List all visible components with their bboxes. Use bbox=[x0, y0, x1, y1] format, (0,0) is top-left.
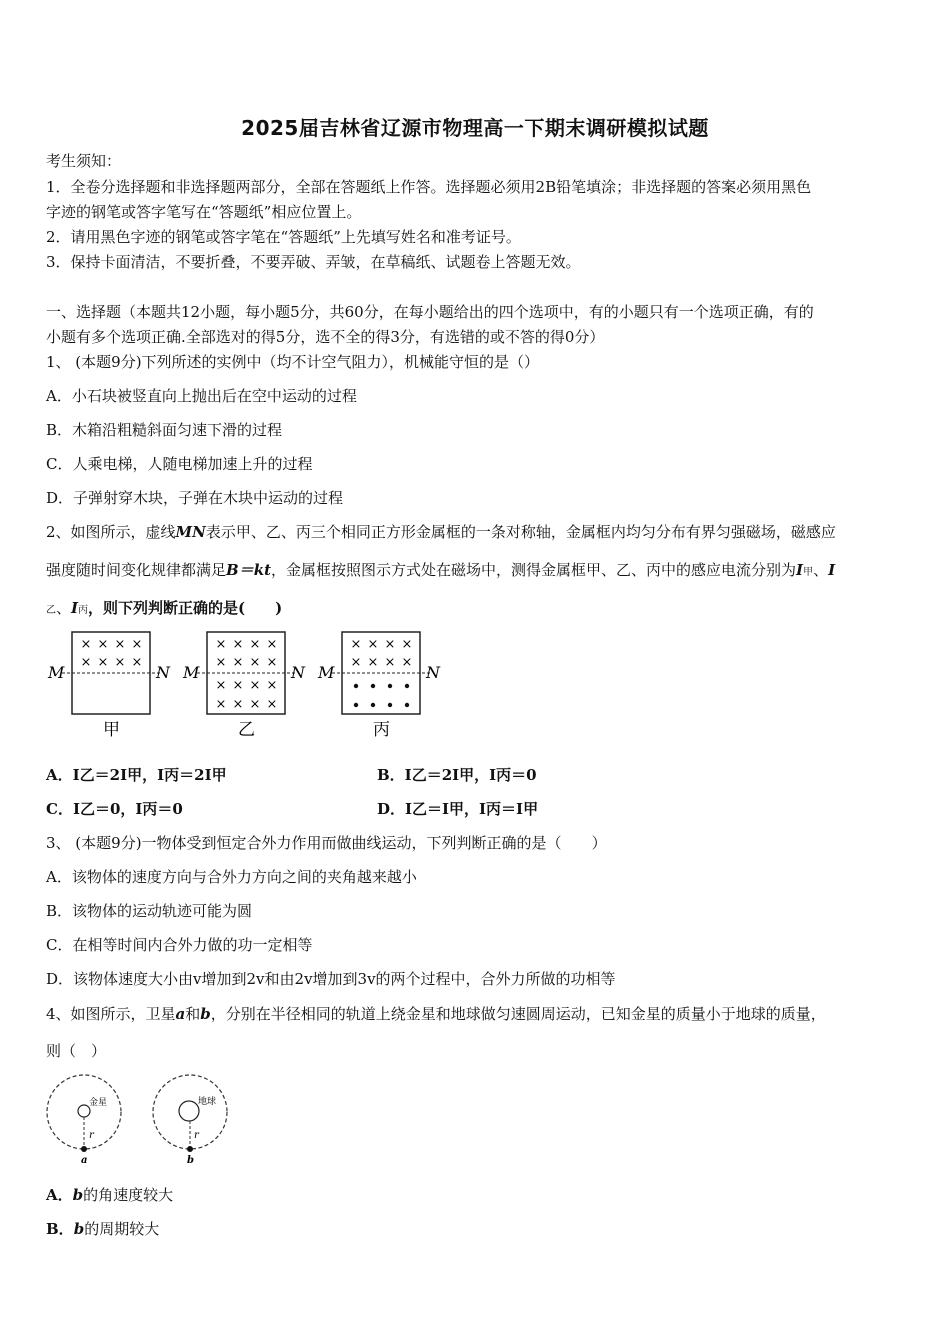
q2-option-d: D．I乙＝I甲，I丙＝I甲 bbox=[377, 800, 539, 818]
q2-text: 、 bbox=[813, 561, 829, 579]
field-cross-mark: × bbox=[401, 637, 413, 652]
q1-option-a: A．小石块被竖直向上抛出后在空中运动的过程 bbox=[46, 387, 357, 405]
field-cross-mark: × bbox=[97, 655, 109, 670]
field-cross-mark: × bbox=[266, 678, 278, 693]
field-cross-mark: × bbox=[232, 678, 244, 693]
field-cross-mark: × bbox=[215, 637, 227, 652]
q2-option-b: B．I乙＝2I甲，I丙＝0 bbox=[377, 766, 537, 784]
field-cross-mark: × bbox=[215, 655, 227, 670]
option-text: 的角速度较大 bbox=[83, 1186, 174, 1204]
notice-item: 1．全卷分选择题和非选择题两部分，全部在答题纸上作答。选择题必须用2B铅笔填涂；非选择题的答案必须用黑色 bbox=[46, 178, 812, 196]
q3-option-c: C．在相等时间内合外力做的功一定相等 bbox=[46, 936, 313, 954]
label-m: M bbox=[183, 663, 200, 682]
section-header-line: 小题有多个选项正确.全部选对的得5分，选不全的得3分，有选错的或不答的得0分） bbox=[46, 328, 605, 346]
option-var: b bbox=[72, 1186, 84, 1204]
q4-var-b: b bbox=[200, 1005, 211, 1023]
page-title: 2025届吉林省辽源市物理高一下期末调研模拟试题 bbox=[241, 116, 709, 140]
option-var: b bbox=[73, 1220, 85, 1238]
field-cross-mark: × bbox=[266, 655, 278, 670]
q2-text: ，则下列判断正确的是( ) bbox=[88, 599, 283, 617]
q4-text: ，分别在半径相同的轨道上绕金星和地球做匀速圆周运动，已知金星的质量小于地球的质量， bbox=[210, 1005, 826, 1023]
q3-stem: 3、 (本题9分)一物体受到恒定合外力作用而做曲线运动，下列判断正确的是（ ） bbox=[46, 834, 607, 852]
field-cross-mark: × bbox=[131, 655, 143, 670]
q4-text: 和 bbox=[185, 1005, 201, 1023]
q2-subscript: 丙 bbox=[78, 605, 89, 616]
q2-subscript: 甲 bbox=[803, 567, 814, 578]
field-cross-mark: × bbox=[350, 655, 362, 670]
dot-field-bing bbox=[354, 684, 409, 707]
option-prefix: B． bbox=[46, 1220, 74, 1238]
q3-option-d: D．该物体速度大小由v增加到2v和由2v增加到3v的两个过程中，合外力所做的功相等 bbox=[46, 970, 616, 988]
field-cross-mark: × bbox=[249, 697, 261, 712]
q2-formula: B＝kt bbox=[226, 561, 272, 579]
field-cross-mark: × bbox=[367, 637, 379, 652]
q4-figure bbox=[40, 1068, 240, 1168]
label-n: N bbox=[156, 663, 170, 682]
label-n: N bbox=[291, 663, 305, 682]
field-cross-mark: × bbox=[131, 637, 143, 652]
q2-figure bbox=[40, 625, 460, 745]
field-cross-mark: × bbox=[249, 637, 261, 652]
satellite-a bbox=[81, 1146, 87, 1152]
q4-text: 4、如图所示，卫星 bbox=[46, 1005, 176, 1023]
field-cross-mark: × bbox=[350, 637, 362, 652]
field-cross-mark: × bbox=[384, 655, 396, 670]
q2-text: ，金属框按照图示方式处在磁场中，测得金属框甲、乙、丙中的感应电流分别为 bbox=[271, 561, 797, 579]
field-cross-mark: × bbox=[97, 637, 109, 652]
field-cross-mark: × bbox=[215, 678, 227, 693]
field-cross-mark: × bbox=[401, 655, 413, 670]
satellite-a-label: a bbox=[81, 1155, 88, 1166]
q4-stem-line2: 则（ ） bbox=[46, 1042, 107, 1060]
caption-yi: 乙 bbox=[238, 720, 255, 740]
cross-field-bing bbox=[351, 637, 413, 670]
q2-stem-line2 bbox=[46, 560, 906, 583]
q3-option-b: B．该物体的运动轨迹可能为圆 bbox=[46, 902, 253, 920]
field-cross-mark: × bbox=[367, 655, 379, 670]
q2-text: 、 bbox=[56, 599, 72, 617]
cross-field-jia bbox=[81, 637, 143, 670]
planet-earth bbox=[179, 1101, 199, 1121]
q2-subscript: 乙 bbox=[46, 605, 56, 616]
q2-current: I bbox=[796, 561, 804, 579]
caption-bing: 丙 bbox=[373, 720, 390, 740]
section-header-line: 一、选择题（本题共12小题，每小题5分，共60分，在每小题给出的四个选项中，有的小题只有一个选项正确，有的 bbox=[46, 303, 814, 321]
field-cross-mark: × bbox=[249, 678, 261, 693]
notice-item: 3．保持卡面清洁，不要折叠，不要弄破、弄皱，在草稿纸、试题卷上答题无效。 bbox=[46, 253, 581, 271]
radius-left-label: r bbox=[89, 1130, 94, 1141]
q2-text: 表示甲、乙、丙三个相同正方形金属框的一条对称轴，金属框内均匀分布有界匀强磁场，磁感应 bbox=[205, 523, 836, 541]
q2-option-c: C．I乙＝0，I丙＝0 bbox=[46, 800, 183, 818]
q1-option-b: B．木箱沿粗糙斜面匀速下滑的过程 bbox=[46, 421, 283, 439]
q4-option-a bbox=[46, 1185, 906, 1205]
field-cross-mark: × bbox=[266, 637, 278, 652]
caption-jia: 甲 bbox=[103, 720, 120, 740]
field-cross-mark: × bbox=[232, 637, 244, 652]
field-cross-mark: × bbox=[232, 697, 244, 712]
q1-option-c: C．人乘电梯，人随电梯加速上升的过程 bbox=[46, 455, 313, 473]
notice-heading: 考生须知： bbox=[46, 152, 122, 170]
field-cross-mark: × bbox=[114, 637, 126, 652]
q2-text: 2、如图所示，虚线 bbox=[46, 523, 176, 541]
q4-option-b bbox=[46, 1219, 906, 1239]
field-cross-mark: × bbox=[266, 697, 278, 712]
q2-option-a: A．I乙＝2I甲，I丙＝2I甲 bbox=[46, 766, 227, 784]
q4-var-a: a bbox=[175, 1005, 186, 1023]
planet-venus-label: 金星 bbox=[89, 1098, 108, 1108]
satellite-b bbox=[187, 1146, 193, 1152]
label-n: N bbox=[426, 663, 440, 682]
field-cross-mark: × bbox=[215, 697, 227, 712]
satellite-b-label: b bbox=[187, 1155, 194, 1166]
field-cross-mark: × bbox=[80, 655, 92, 670]
q3-option-a: A．该物体的速度方向与合外力方向之间的夹角越来越小 bbox=[46, 868, 417, 886]
planet-earth-label: 地球 bbox=[198, 1097, 217, 1107]
field-cross-mark: × bbox=[114, 655, 126, 670]
field-cross-mark: × bbox=[249, 655, 261, 670]
notice-item: 字迹的钢笔或答字笔写在“答题纸”相应位置上。 bbox=[46, 203, 362, 221]
q2-current: I bbox=[828, 561, 836, 579]
label-m: M bbox=[318, 663, 335, 682]
label-m: M bbox=[48, 663, 65, 682]
option-text: 的周期较大 bbox=[84, 1220, 160, 1238]
field-cross-mark: × bbox=[384, 637, 396, 652]
q2-mn: MN bbox=[175, 523, 206, 541]
q4-stem-line1 bbox=[46, 1004, 906, 1024]
q2-stem-line3 bbox=[46, 598, 906, 621]
q1-stem: 1、 (本题9分)下列所述的实例中（均不计空气阻力），机械能守恒的是（） bbox=[46, 353, 540, 371]
cross-field-yi bbox=[216, 637, 278, 712]
notice-item: 2．请用黑色字迹的钢笔或答字笔在“答题纸”上先填写姓名和准考证号。 bbox=[46, 228, 521, 246]
field-cross-mark: × bbox=[80, 637, 92, 652]
q2-stem-line1 bbox=[46, 522, 906, 542]
field-cross-mark: × bbox=[232, 655, 244, 670]
radius-right-label: r bbox=[194, 1130, 199, 1141]
q2-text: 强度随时间变化规律都满足 bbox=[46, 561, 227, 579]
q2-current: I bbox=[71, 599, 79, 617]
option-prefix: A． bbox=[46, 1186, 73, 1204]
q1-option-d: D．子弹射穿木块，子弹在木块中运动的过程 bbox=[46, 489, 344, 507]
